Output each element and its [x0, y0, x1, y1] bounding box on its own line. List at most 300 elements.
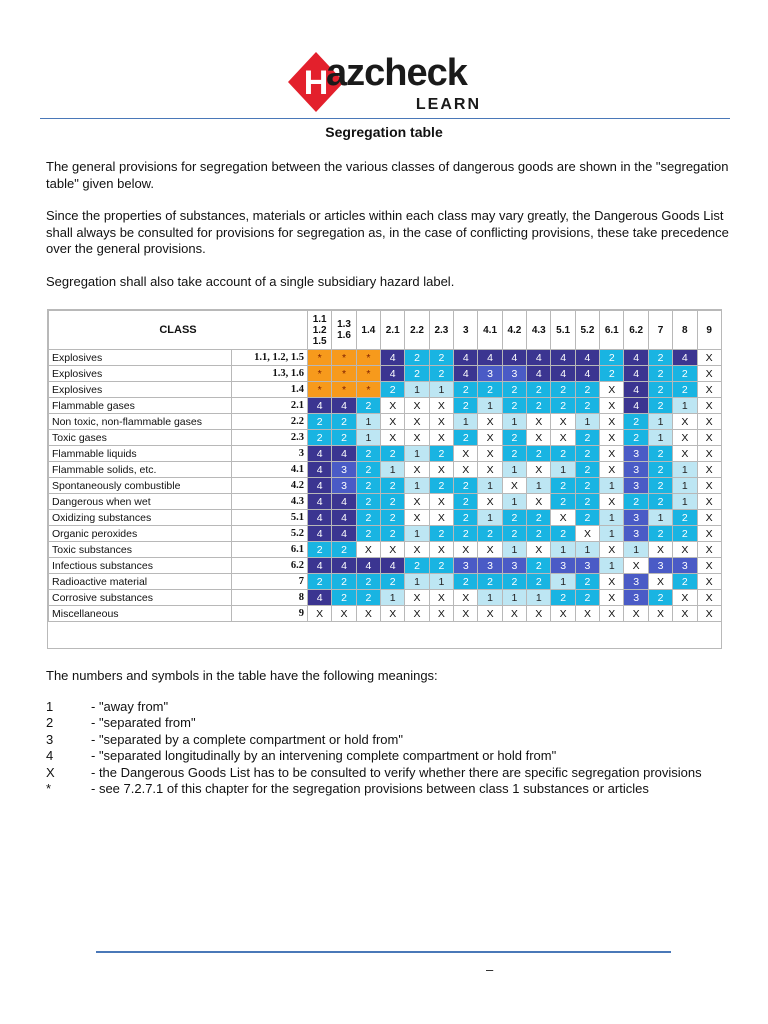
segregation-cell: 1 [575, 542, 599, 558]
legend-text: - "separated longitudinally by an intervening complete compartment or hold from" [91, 748, 557, 764]
page-title: Segregation table [325, 124, 443, 140]
table-row [49, 574, 722, 590]
segregation-cell: X [697, 526, 721, 542]
segregation-cell: X [478, 494, 502, 510]
segregation-cell: 1 [673, 398, 697, 414]
segregation-cell: 1 [405, 382, 429, 398]
segregation-cell: 2 [381, 510, 405, 526]
segregation-cell: 2 [551, 478, 575, 494]
segregation-cell: 4 [381, 366, 405, 382]
column-header: 1.3 1.6 [332, 311, 356, 350]
segregation-cell: 2 [429, 446, 453, 462]
header-rule [40, 118, 730, 119]
segregation-cell: 2 [332, 414, 356, 430]
segregation-cell: 2 [405, 366, 429, 382]
class-name: Spontaneously combustible [49, 478, 232, 494]
segregation-cell: 2 [429, 350, 453, 366]
segregation-cell: X [697, 446, 721, 462]
segregation-cell: X [429, 510, 453, 526]
segregation-cell: X [600, 590, 624, 606]
segregation-cell: 2 [454, 382, 478, 398]
segregation-cell: 2 [673, 382, 697, 398]
legend-symbol: 2 [46, 715, 54, 731]
table-row [49, 590, 722, 606]
segregation-cell: X [600, 606, 624, 622]
segregation-cell: X [502, 478, 526, 494]
segregation-cell: 4 [575, 350, 599, 366]
segregation-cell: 2 [551, 494, 575, 510]
page-mark: – [486, 962, 494, 977]
segregation-cell: X [429, 606, 453, 622]
segregation-cell: 2 [454, 430, 478, 446]
segregation-cell: 1 [478, 398, 502, 414]
segregation-cell: * [308, 366, 332, 382]
segregation-cell: 4 [308, 462, 332, 478]
class-name: Dangerous when wet [49, 494, 232, 510]
segregation-cell: 2 [478, 526, 502, 542]
segregation-cell: X [429, 542, 453, 558]
segregation-cell: X [405, 398, 429, 414]
segregation-cell: X [600, 398, 624, 414]
segregation-cell: 2 [332, 542, 356, 558]
segregation-cell: X [381, 606, 405, 622]
column-header: 2.1 [381, 311, 405, 350]
segregation-cell: 1 [381, 462, 405, 478]
segregation-cell: X [600, 494, 624, 510]
segregation-cell: * [332, 350, 356, 366]
segregation-cell: 2 [332, 590, 356, 606]
segregation-cell: 1 [673, 478, 697, 494]
class-division: 4.2 [232, 478, 308, 494]
segregation-cell: 4 [624, 382, 648, 398]
segregation-cell: 1 [356, 430, 380, 446]
segregation-cell: X [478, 430, 502, 446]
segregation-cell: X [673, 446, 697, 462]
segregation-cell: 4 [332, 494, 356, 510]
segregation-cell: X [673, 430, 697, 446]
segregation-cell: 4 [308, 590, 332, 606]
segregation-cell: X [697, 558, 721, 574]
intro-paragraph: The general provisions for segregation between the various classes of dangerous goods are shown in the "segregation table" given below. [46, 159, 729, 191]
segregation-cell: X [697, 430, 721, 446]
segregation-cell: X [405, 414, 429, 430]
segregation-cell: 3 [502, 366, 526, 382]
segregation-cell: X [697, 606, 721, 622]
segregation-cell: 2 [332, 574, 356, 590]
segregation-cell: 2 [648, 590, 672, 606]
segregation-cell: 2 [429, 558, 453, 574]
segregation-cell: 4 [551, 366, 575, 382]
class-name: Explosives [49, 366, 232, 382]
segregation-cell: * [308, 350, 332, 366]
segregation-cell: X [673, 414, 697, 430]
class-division: 1.1, 1.2, 1.5 [232, 350, 308, 366]
segregation-cell: X [551, 606, 575, 622]
segregation-cell: 2 [551, 398, 575, 414]
segregation-cell: 2 [527, 382, 551, 398]
segregation-cell: * [332, 366, 356, 382]
class-name: Toxic gases [49, 430, 232, 446]
segregation-cell: 2 [575, 430, 599, 446]
segregation-cell: 2 [381, 382, 405, 398]
segregation-cell: 2 [381, 446, 405, 462]
segregation-cell: X [356, 606, 380, 622]
segregation-cell: 4 [332, 558, 356, 574]
segregation-cell: X [429, 414, 453, 430]
segregation-cell: X [551, 430, 575, 446]
segregation-cell: X [429, 430, 453, 446]
segregation-cell: 2 [478, 382, 502, 398]
segregation-cell: 2 [648, 446, 672, 462]
segregation-cell: X [600, 446, 624, 462]
segregation-cell: 2 [575, 446, 599, 462]
class-division: 9 [232, 606, 308, 622]
segregation-cell: X [600, 382, 624, 398]
segregation-cell: 3 [624, 510, 648, 526]
segregation-cell: X [478, 446, 502, 462]
meanings-intro: The numbers and symbols in the table have the following meanings: [46, 668, 438, 683]
segregation-cell: 2 [502, 382, 526, 398]
segregation-cell: X [405, 430, 429, 446]
segregation-cell: 2 [308, 430, 332, 446]
table-row [49, 414, 722, 430]
segregation-cell: * [332, 382, 356, 398]
table-row [49, 462, 722, 478]
segregation-cell: 3 [624, 446, 648, 462]
segregation-cell: X [697, 478, 721, 494]
segregation-cell: 2 [673, 366, 697, 382]
segregation-cell: 2 [429, 366, 453, 382]
segregation-cell: X [478, 462, 502, 478]
segregation-cell: 2 [356, 574, 380, 590]
class-division: 5.2 [232, 526, 308, 542]
segregation-cell: X [600, 414, 624, 430]
segregation-cell: 2 [575, 398, 599, 414]
segregation-cell: X [648, 606, 672, 622]
segregation-cell: 1 [405, 446, 429, 462]
segregation-cell: X [381, 430, 405, 446]
segregation-cell: X [624, 606, 648, 622]
segregation-cell: X [527, 542, 551, 558]
table-row [49, 494, 722, 510]
legend-symbol: 1 [46, 699, 54, 714]
column-header: 1.4 [356, 311, 380, 350]
segregation-cell: 1 [502, 494, 526, 510]
segregation-cell: X [381, 542, 405, 558]
column-header: 2.2 [405, 311, 429, 350]
segregation-cell: 1 [551, 542, 575, 558]
segregation-cell: 4 [332, 526, 356, 542]
class-name: Toxic substances [49, 542, 232, 558]
segregation-cell: 4 [575, 366, 599, 382]
segregation-cell: * [356, 350, 380, 366]
column-header: 2.3 [429, 311, 453, 350]
table-row [49, 398, 722, 414]
segregation-cell: 1 [600, 478, 624, 494]
class-name: Corrosive substances [49, 590, 232, 606]
segregation-cell: 2 [624, 430, 648, 446]
logo-wordmark: azcheck [326, 52, 467, 94]
segregation-cell: 2 [405, 350, 429, 366]
logo-subtitle: LEARN [415, 96, 481, 113]
segregation-cell: 3 [624, 590, 648, 606]
segregation-cell: X [502, 606, 526, 622]
segregation-cell: 2 [648, 366, 672, 382]
segregation-cell: 4 [673, 350, 697, 366]
segregation-cell: 3 [478, 366, 502, 382]
segregation-cell: 2 [551, 590, 575, 606]
class-division: 1.3, 1.6 [232, 366, 308, 382]
segregation-cell: X [697, 510, 721, 526]
segregation-cell: 4 [332, 510, 356, 526]
segregation-cell: 2 [308, 542, 332, 558]
column-header: 5.2 [575, 311, 599, 350]
segregation-cell: 2 [478, 574, 502, 590]
segregation-cell: 2 [308, 414, 332, 430]
segregation-cell: X [673, 590, 697, 606]
table-row [49, 526, 722, 542]
segregation-cell: * [356, 366, 380, 382]
segregation-cell: 2 [527, 526, 551, 542]
class-name: Flammable solids, etc. [49, 462, 232, 478]
segregation-cell: X [527, 606, 551, 622]
class-division: 1.4 [232, 382, 308, 398]
segregation-cell: 1 [405, 574, 429, 590]
column-header: 4.3 [527, 311, 551, 350]
segregation-cell: 1 [648, 414, 672, 430]
column-header: 7 [648, 311, 672, 350]
segregation-cell: X [673, 606, 697, 622]
legend-symbol: 4 [46, 748, 54, 764]
segregation-cell: 2 [600, 350, 624, 366]
segregation-cell: X [697, 414, 721, 430]
segregation-cell: X [478, 542, 502, 558]
segregation-cell: 2 [575, 590, 599, 606]
segregation-cell: 4 [478, 350, 502, 366]
segregation-cell: 2 [575, 494, 599, 510]
column-header: 4.1 [478, 311, 502, 350]
segregation-cell: 2 [527, 558, 551, 574]
segregation-cell: 2 [381, 526, 405, 542]
segregation-cell: 3 [332, 478, 356, 494]
segregation-cell: 2 [502, 526, 526, 542]
segregation-cell: X [454, 606, 478, 622]
segregation-cell: 4 [381, 350, 405, 366]
class-header: CLASS [49, 311, 308, 350]
class-division: 4.1 [232, 462, 308, 478]
segregation-cell: 1 [551, 574, 575, 590]
segregation-cell: 2 [502, 446, 526, 462]
segregation-cell: 2 [356, 510, 380, 526]
table-row [49, 558, 722, 574]
segregation-cell: 3 [551, 558, 575, 574]
column-header: 6.2 [624, 311, 648, 350]
segregation-cell: X [381, 398, 405, 414]
segregation-cell: X [697, 542, 721, 558]
segregation-cell: X [697, 350, 721, 366]
segregation-cell: 2 [502, 398, 526, 414]
table-row [49, 510, 722, 526]
table-row [49, 430, 722, 446]
segregation-cell: 2 [356, 478, 380, 494]
segregation-cell: X [381, 414, 405, 430]
segregation-cell: 2 [673, 526, 697, 542]
segregation-cell: 1 [551, 462, 575, 478]
segregation-cell: 2 [648, 494, 672, 510]
segregation-cell: 4 [308, 494, 332, 510]
legend-text: - "separated by a complete compartment or hold from" [91, 731, 403, 747]
legend-text: - the Dangerous Goods List has to be consulted to verify whether there are specific segregation provisions [91, 764, 702, 780]
segregation-cell: 2 [454, 478, 478, 494]
legend-symbol: 3 [46, 731, 54, 747]
class-name: Miscellaneous [49, 606, 232, 622]
segregation-cell: 1 [624, 542, 648, 558]
segregation-cell: 4 [624, 398, 648, 414]
segregation-cell: X [308, 606, 332, 622]
segregation-cell: 1 [478, 510, 502, 526]
segregation-cell: 2 [648, 398, 672, 414]
class-name: Flammable liquids [49, 446, 232, 462]
segregation-cell: X [697, 398, 721, 414]
class-division: 2.2 [232, 414, 308, 430]
table-row [49, 382, 722, 398]
properties-paragraph: Since the properties of substances, materials or articles within each class may vary greatly, the Dangerous Goods List shall always be consulted for provisions for segregation as, in the case of conflicting provisions, these take precedence over the general provisions. [46, 208, 729, 256]
segregation-table [47, 309, 722, 649]
segregation-cell: 2 [551, 526, 575, 542]
segregation-cell: 4 [624, 366, 648, 382]
segregation-cell: X [405, 494, 429, 510]
segregation-cell: X [429, 590, 453, 606]
segregation-cell: 3 [575, 558, 599, 574]
segregation-cell: 2 [624, 494, 648, 510]
segregation-cell: X [429, 398, 453, 414]
segregation-cell: 1 [381, 590, 405, 606]
segregation-cell: 2 [454, 526, 478, 542]
segregation-cell: 4 [308, 510, 332, 526]
class-division: 3 [232, 446, 308, 462]
segregation-cell: X [478, 606, 502, 622]
class-division: 6.2 [232, 558, 308, 574]
column-header: 1.1 1.2 1.5 [308, 311, 332, 350]
segregation-cell: 2 [356, 462, 380, 478]
table-row [49, 606, 722, 622]
segregation-cell: X [697, 382, 721, 398]
segregation-cell: 4 [551, 350, 575, 366]
segregation-cell: X [405, 462, 429, 478]
class-division: 2.3 [232, 430, 308, 446]
segregation-cell: 3 [624, 574, 648, 590]
segregation-cell: 2 [381, 574, 405, 590]
segregation-cell: X [648, 542, 672, 558]
column-header: 6.1 [600, 311, 624, 350]
segregation-cell: 2 [600, 366, 624, 382]
segregation-cell: 2 [648, 526, 672, 542]
segregation-cell: 1 [600, 526, 624, 542]
segregation-cell: 1 [502, 542, 526, 558]
segregation-cell: X [527, 414, 551, 430]
table-row [49, 366, 722, 382]
segregation-cell: 1 [648, 430, 672, 446]
segregation-cell: X [527, 462, 551, 478]
class-name: Radioactive material [49, 574, 232, 590]
segregation-cell: 4 [502, 350, 526, 366]
segregation-cell: 2 [551, 446, 575, 462]
class-name: Non toxic, non-flammable gases [49, 414, 232, 430]
segregation-cell: 1 [429, 574, 453, 590]
segregation-cell: 1 [454, 414, 478, 430]
segregation-cell: 2 [429, 478, 453, 494]
segregation-cell: 1 [600, 510, 624, 526]
segregation-cell: X [478, 414, 502, 430]
segregation-cell: 2 [551, 382, 575, 398]
segregation-cell: X [527, 494, 551, 510]
segregation-cell: 2 [527, 510, 551, 526]
column-header: 9 [697, 311, 721, 350]
segregation-cell: 2 [527, 574, 551, 590]
segregation-cell: X [551, 414, 575, 430]
segregation-cell: X [697, 462, 721, 478]
segregation-cell: 4 [332, 446, 356, 462]
segregation-cell: 2 [454, 398, 478, 414]
segregation-cell: X [624, 558, 648, 574]
segregation-cell: 3 [624, 462, 648, 478]
segregation-cell: X [551, 510, 575, 526]
segregation-cell: 2 [624, 414, 648, 430]
legend-text: - "separated from" [91, 715, 196, 731]
legend-symbol: * [46, 780, 52, 796]
segregation-cell: X [405, 590, 429, 606]
segregation-cell: 1 [673, 462, 697, 478]
subsidiary-paragraph: Segregation shall also take account of a single subsidiary hazard label. [46, 274, 455, 289]
segregation-cell: 1 [429, 382, 453, 398]
segregation-cell: 1 [356, 414, 380, 430]
segregation-cell: 3 [502, 558, 526, 574]
table-row [49, 350, 722, 366]
segregation-cell: 4 [308, 446, 332, 462]
column-header: 3 [454, 311, 478, 350]
segregation-cell: 2 [648, 478, 672, 494]
segregation-cell: 4 [527, 366, 551, 382]
class-name: Oxidizing substances [49, 510, 232, 526]
segregation-cell: 2 [454, 510, 478, 526]
segregation-cell: 2 [405, 558, 429, 574]
segregation-cell: 2 [356, 494, 380, 510]
segregation-cell: 4 [527, 350, 551, 366]
segregation-cell: X [429, 494, 453, 510]
segregation-cell: 2 [332, 430, 356, 446]
class-division: 5.1 [232, 510, 308, 526]
segregation-cell: X [648, 574, 672, 590]
column-header: 4.2 [502, 311, 526, 350]
class-name: Infectious substances [49, 558, 232, 574]
class-division: 8 [232, 590, 308, 606]
class-division: 6.1 [232, 542, 308, 558]
segregation-cell: 2 [575, 478, 599, 494]
class-division: 4.3 [232, 494, 308, 510]
column-header: 8 [673, 311, 697, 350]
segregation-cell: 2 [308, 574, 332, 590]
segregation-cell: X [600, 574, 624, 590]
segregation-cell: 4 [381, 558, 405, 574]
segregation-cell: X [405, 542, 429, 558]
segregation-cell: 2 [381, 478, 405, 494]
segregation-cell: 4 [454, 350, 478, 366]
segregation-cell: 2 [527, 398, 551, 414]
segregation-cell: 2 [648, 350, 672, 366]
segregation-cell: 2 [429, 526, 453, 542]
segregation-cell: X [575, 606, 599, 622]
column-header: 5.1 [551, 311, 575, 350]
